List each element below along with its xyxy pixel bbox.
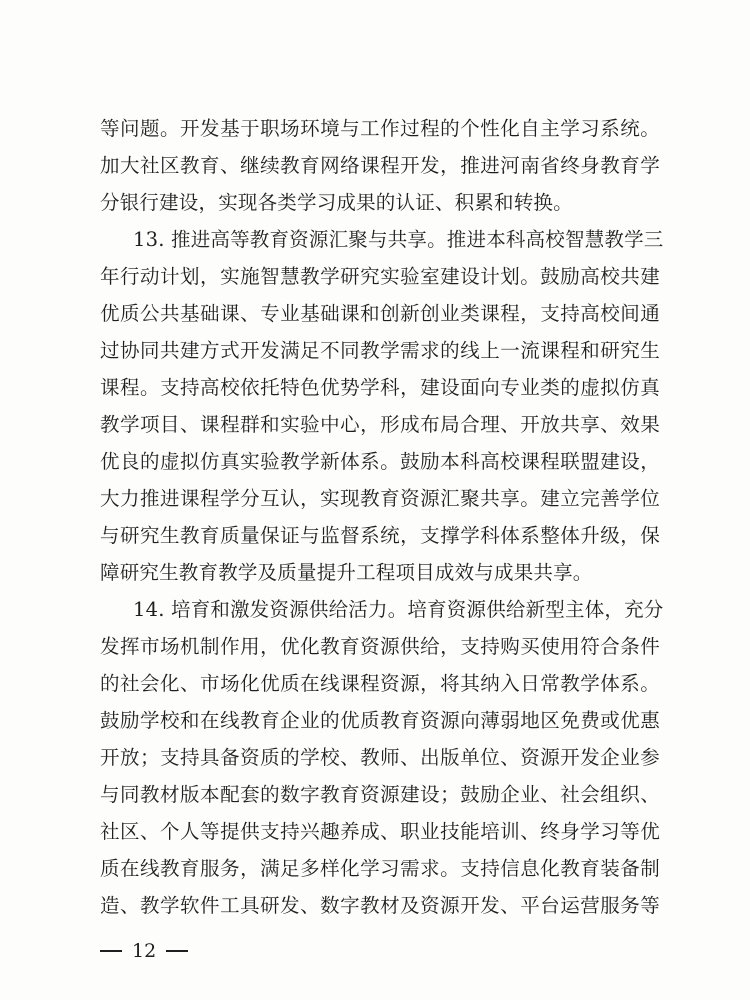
text-line: 加大社区教育、继续教育网络课程开发，推进河南省终身教育学 [100, 154, 660, 177]
text-line: 优良的虚拟仿真实验教学新体系。鼓励本科高校课程联盟建设， [100, 450, 660, 473]
text-line: 质在线教育服务，满足多样化学习需求。支持信息化教育装备制 [100, 857, 660, 880]
text-line: 课程。支持高校依托特色优势学科，建设面向专业类的虚拟仿真 [100, 376, 660, 399]
text-line: 与研究生教育质量保证与监督系统，支撑学科体系整体升级，保 [100, 524, 660, 547]
text-line: 大力推进课程学分互认，实现教育资源汇聚共享。建立完善学位 [100, 487, 660, 510]
text-line: 与同教材版本配套的数字教育资源建设；鼓励企业、社会组织、 [100, 783, 660, 806]
text-line: 障研究生教育教学及质量提升工程项目成效与成果共享。 [100, 561, 593, 584]
text-line: 鼓励学校和在线教育企业的优质教育资源向薄弱地区免费或优惠 [100, 709, 660, 732]
page-footer [100, 936, 188, 966]
text-line: 过协同共建方式开发满足不同教学需求的线上一流课程和研究生 [100, 339, 660, 362]
text-line: 等问题。开发基于职场环境与工作过程的个性化自主学习系统。 [100, 117, 660, 140]
paragraph-13-heading: 13. 推进高等教育资源汇聚与共享。推进本科高校智慧教学三 [133, 228, 664, 251]
dash-right [166, 950, 188, 951]
page-number: 12 [132, 940, 157, 962]
dash-left [100, 950, 122, 951]
text-line: 的社会化、市场化优质在线课程资源，将其纳入日常教学体系。 [100, 672, 660, 695]
text-line: 分银行建设，实现各类学习成果的认证、积累和转换。 [100, 191, 573, 214]
text-line: 开放；支持具备资质的学校、教师、出版单位、资源开发企业参 [100, 746, 660, 769]
text-line: 年行动计划，实施智慧教学研究实验室建设计划。鼓励高校共建 [100, 265, 660, 288]
text-line: 优质公共基础课、专业基础课和创新创业类课程，支持高校间通 [100, 302, 660, 325]
text-line: 造、教学软件工具研发、数字教材及资源开发、平台运营服务等 [100, 894, 660, 917]
text-line: 发挥市场机制作用，优化教育资源供给，支持购买使用符合条件 [100, 635, 660, 658]
paragraph-14-heading: 14. 培育和激发资源供给活力。培育资源供给新型主体，充分 [133, 598, 664, 621]
text-line: 社区、个人等提供支持兴趣养成、职业技能培训、终身学习等优 [100, 820, 660, 843]
text-line: 教学项目、课程群和实验中心，形成布局合理、开放共享、效果 [100, 413, 660, 436]
